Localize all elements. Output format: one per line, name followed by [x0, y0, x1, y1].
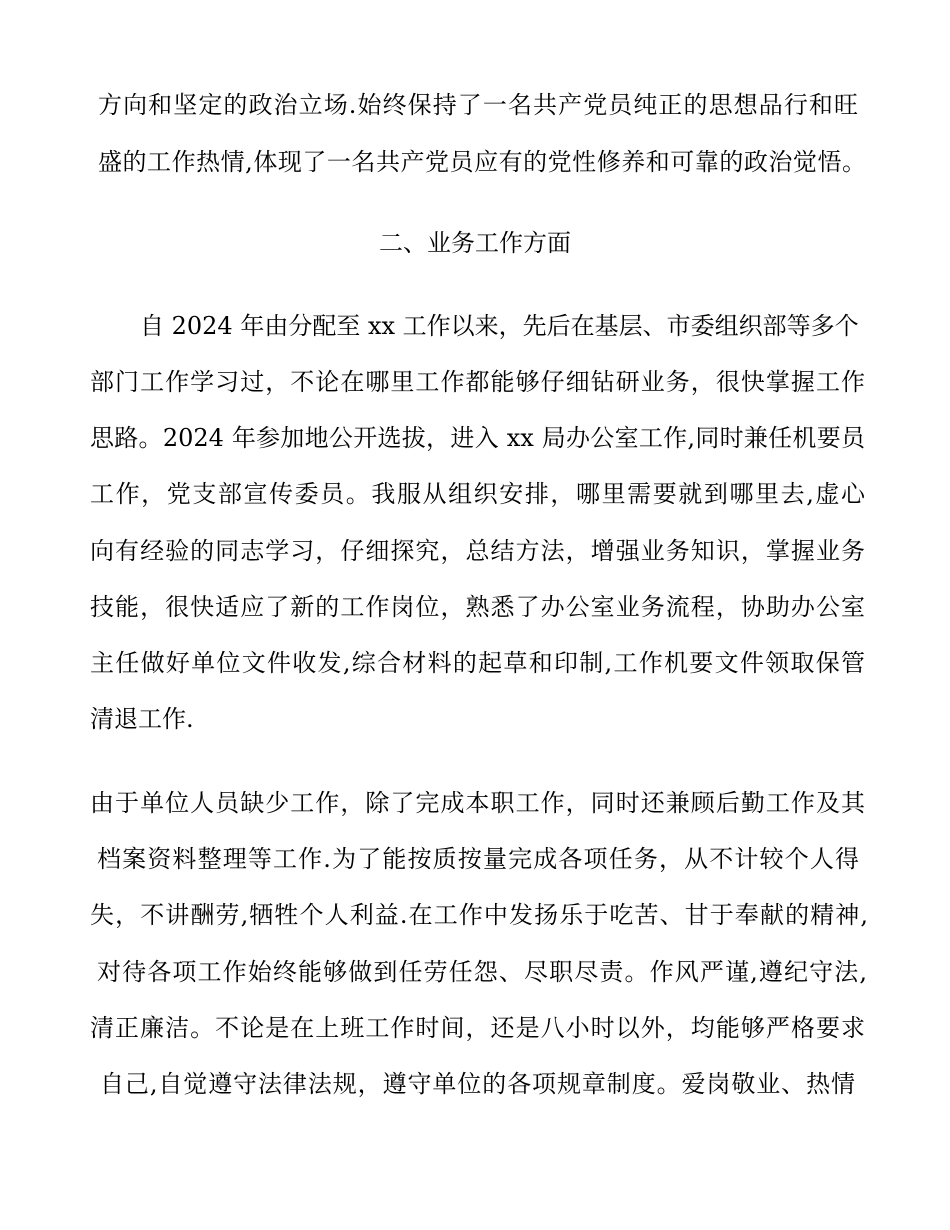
text-line: 方向和坚定的政治立场.始终保持了一名共产党员纯正的思想品行和旺 [98, 91, 858, 119]
text-line: 思路。2024 年参加地公开选拔，进入 xx 局办公室工作,同时兼任机要员 [90, 424, 865, 452]
text-line: 失，不讲酬劳,牺牲个人利益.在工作中发扬乐于吃苦、甘于奉献的精神, [90, 901, 868, 929]
text-line: 档案资料整理等工作.为了能按质按量完成各项任务，从不计较个人得 [97, 845, 859, 873]
text-line: 工作，党支部宣传委员。我服从组织安排，哪里需要就到哪里去,虚心 [90, 480, 865, 508]
text-line: 清正廉洁。不论是在上班工作时间，还是八小时以外，均能够严格要求 [90, 1014, 865, 1042]
text-line: 部门工作学习过，不论在哪里工作都能够仔细钻研业务，很快掌握工作 [90, 368, 865, 396]
text-line: 清退工作. [90, 705, 194, 733]
text-line: 技能，很快适应了新的工作岗位，熟悉了办公室业务流程，协助办公室 [90, 593, 865, 621]
text-line: 对待各项工作始终能够做到任劳任怨、尽职尽责。作风严谨,遵纪守法, [97, 958, 867, 986]
text-line: 由于单位人员缺少工作，除了完成本职工作，同时还兼顾后勤工作及其 [90, 789, 865, 817]
text-line: 向有经验的同志学习，仔细探究，总结方法，增强业务知识，掌握业务 [90, 537, 865, 565]
section-heading: 二、业务工作方面 [379, 229, 571, 257]
text-line: 主任做好单位文件收发,综合材料的起草和印制,工作机要文件领取保管 [90, 649, 865, 677]
text-line: 自 2024 年由分配至 xx 工作以来，先后在基层、市委组织部等多个 [140, 312, 859, 340]
text-line: 自己,自觉遵守法律法规，遵守单位的各项规章制度。爱岗敬业、热情 [100, 1070, 855, 1098]
text-line: 盛的工作热情,体现了一名共产党员应有的党性修养和可靠的政治觉悟。 [98, 148, 866, 176]
